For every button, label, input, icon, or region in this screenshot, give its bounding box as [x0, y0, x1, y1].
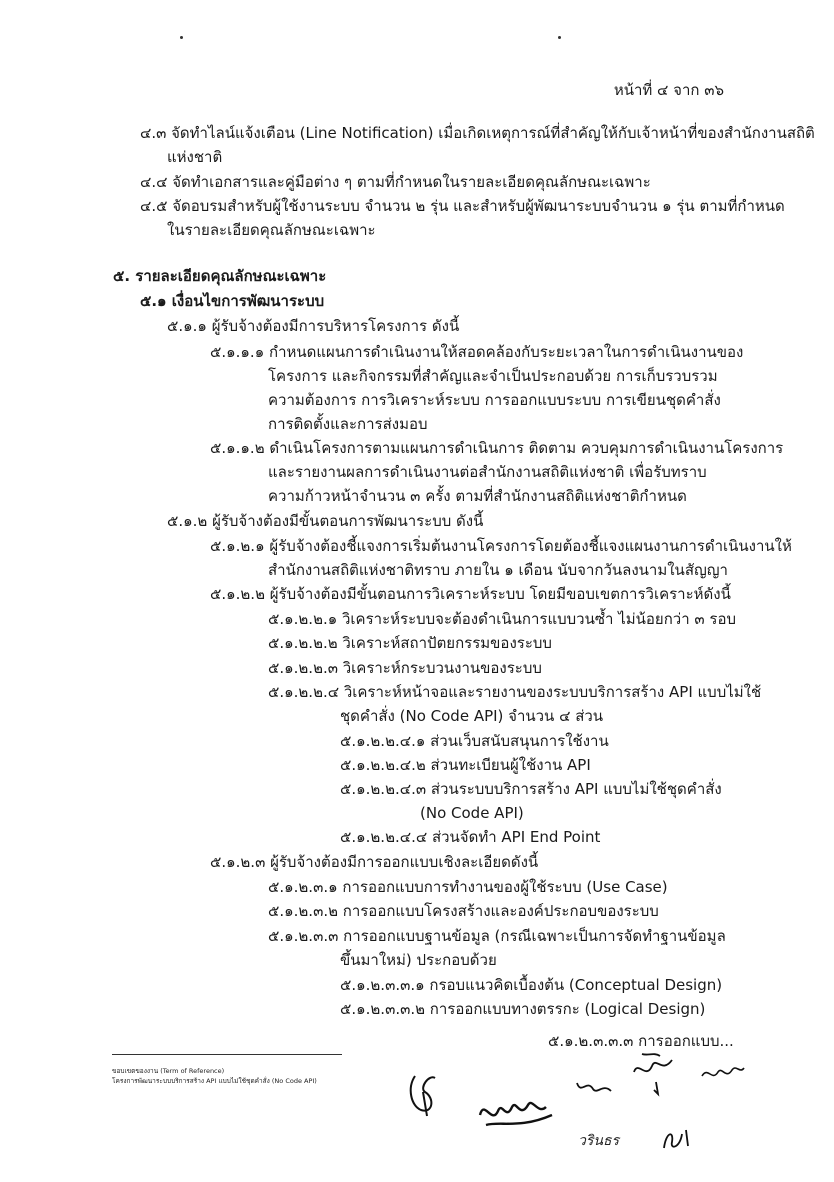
footer-line-1: ขอบเขตของงาน (Term of Reference): [112, 1067, 225, 1075]
item-5-1-2-1: ๕.๑.๒.๑ ผู้รับจ้างต้องชี้แจงการเริ่มต้นงานโครงการโดยต้องชี้แจงแผนงานการดำเนินงานให้: [210, 537, 792, 555]
item-5-1-1-2-cont: ความก้าวหน้าจำนวน ๓ ครั้ง ตามที่สำนักงานสถิติแห่งชาติกำหนด: [268, 487, 687, 505]
section-5-heading: ๕. รายละเอียดคุณลักษณะเฉพาะ: [113, 267, 327, 285]
item-4-3-cont: แห่งชาติ: [167, 148, 223, 166]
item-5-1-2-2: ๕.๑.๒.๒ ผู้รับจ้างต้องมีขั้นตอนการวิเคราะห์ระบบ โดยมีขอบเขตการวิเคราะห์ดังนี้: [210, 585, 731, 603]
item-5-1-2-2-3: ๕.๑.๒.๒.๓ วิเคราะห์กระบวนงานของระบบ: [268, 659, 542, 677]
page-number: หน้าที่ ๔ จาก ๓๖: [613, 81, 724, 99]
item-5-1-2-2-4: ๕.๑.๒.๒.๔ วิเคราะห์หน้าจอและรายงานของระบบบริการสร้าง API แบบไม่ใช้: [268, 683, 762, 701]
item-5-1-2-3-3-2: ๕.๑.๒.๓.๓.๒ การออกแบบทางตรรกะ (Logical Design): [340, 1000, 706, 1018]
item-5-1-2-1-cont: สำนักงานสถิติแห่งชาติทราบ ภายใน ๑ เดือน นับจากวันลงนามในสัญญา: [268, 561, 728, 579]
item-5-1-2-2-4-2: ๕.๑.๒.๒.๔.๒ ส่วนทะเบียนผู้ใช้งาน API: [340, 756, 591, 774]
continuation-note: ๕.๑.๒.๓.๓.๓ การออกแบบ...: [548, 1032, 734, 1050]
footer-rule: [112, 1054, 342, 1055]
item-5-1-2-3-3: ๕.๑.๒.๓.๓ การออกแบบฐานข้อมูล (กรณีเฉพาะเป็นการจัดทำฐานข้อมูล: [268, 927, 726, 945]
item-4-5: ๔.๕ จัดอบรมสำหรับผู้ใช้งานระบบ จำนวน ๒ รุ่น และสำหรับผู้พัฒนาระบบจำนวน ๑ รุ่น ตามที่กำหนด: [140, 197, 785, 215]
item-5-1-1-1: ๕.๑.๑.๑ กำหนดแผนการดำเนินงานให้สอดคล้องกับระยะเวลาในการดำเนินงานของ: [210, 343, 744, 361]
scan-speck: [558, 36, 561, 39]
item-5-1-2-2-4-1: ๕.๑.๒.๒.๔.๑ ส่วนเว็บสนับสนุนการใช้งาน: [340, 732, 609, 750]
item-5-1-1: ๕.๑.๑ ผู้รับจ้างต้องมีการบริหารโครงการ ดังนี้: [167, 317, 460, 335]
signature-1: [405, 1068, 445, 1118]
item-4-3: ๔.๓ จัดทำไลน์แจ้งเตือน (Line Notification) เมื่อเกิดเหตุการณ์ที่สำคัญให้กับเจ้าหน้าที่ของสำนักงานสถิติ: [140, 124, 815, 142]
signature-6: [660, 1124, 694, 1152]
item-5-1-1-1-cont: ความต้องการ การวิเคราะห์ระบบ การออกแบบระบบ การเขียนชุดคำสั่ง: [268, 391, 721, 409]
item-5-1-1-1-cont: โครงการ และกิจกรรมที่สำคัญและจำเป็นประกอบด้วย การเก็บรวบรวม: [268, 367, 718, 385]
scan-speck: [180, 36, 183, 39]
item-5-1-2: ๕.๑.๒ ผู้รับจ้างต้องมีขั้นตอนการพัฒนาระบบ ดังนี้: [167, 512, 484, 530]
signature-5: [700, 1062, 746, 1086]
item-5-1-1-2: ๕.๑.๑.๒ ดำเนินโครงการตามแผนการดำเนินการ ติดตาม ควบคุมการดำเนินงานโครงการ: [210, 439, 784, 457]
item-4-5-cont: ในรายละเอียดคุณลักษณะเฉพาะ: [167, 221, 376, 239]
item-5-1-2-3-3-cont: ขึ้นมาใหม่) ประกอบด้วย: [340, 951, 497, 969]
signature-3: [575, 1075, 615, 1099]
item-5-1-2-3-3-1: ๕.๑.๒.๓.๓.๑ กรอบแนวคิดเบื้องต้น (Conceptual Design): [340, 976, 723, 994]
item-5-1-2-2-4-3: ๕.๑.๒.๒.๔.๓ ส่วนระบบบริการสร้าง API แบบไม่ใช้ชุดคำสั่ง: [340, 780, 722, 798]
item-4-4: ๔.๔ จัดทำเอกสารและคู่มือต่าง ๆ ตามที่กำหนดในรายละเอียดคุณลักษณะเฉพาะ: [140, 173, 651, 191]
item-5-1-2-2-1: ๕.๑.๒.๒.๑ วิเคราะห์ระบบจะต้องดำเนินการแบบวนซ้ำ ไม่น้อยกว่า ๓ รอบ: [268, 610, 737, 628]
item-5-1-2-2-4-4: ๕.๑.๒.๒.๔.๔ ส่วนจัดทำ API End Point: [340, 828, 601, 846]
signature-2: [476, 1085, 556, 1135]
item-5-1-1-2-cont: และรายงานผลการดำเนินงานต่อสำนักงานสถิติแห่งชาติ เพื่อรับทราบ: [268, 463, 707, 481]
signature-4: [630, 1050, 676, 1100]
footer-line-2: โครงการพัฒนาระบบบริการสร้าง API แบบไม่ใช้ชุดคำสั่ง (No Code API): [112, 1077, 317, 1085]
item-5-1-2-3-2: ๕.๑.๒.๓.๒ การออกแบบโครงสร้างและองค์ประกอบของระบบ: [268, 902, 659, 920]
item-5-1-2-2-4-cont: ชุดคำสั่ง (No Code API) จำนวน ๔ ส่วน: [340, 707, 604, 725]
item-5-1-2-3-1: ๕.๑.๒.๓.๑ การออกแบบการทำงานของผู้ใช้ระบบ (Use Case): [268, 878, 668, 896]
section-5-1-heading: ๕.๑ เงื่อนไขการพัฒนาระบบ: [140, 292, 325, 310]
item-5-1-1-1-cont: การติดตั้งและการส่งมอบ: [268, 415, 428, 433]
item-5-1-2-3: ๕.๑.๒.๓ ผู้รับจ้างต้องมีการออกแบบเชิงละเอียดดังนี้: [210, 853, 539, 871]
item-5-1-2-2-4-3-cont: (No Code API): [420, 804, 524, 822]
signature-name-label: วรินธร: [578, 1133, 620, 1149]
item-5-1-2-2-2: ๕.๑.๒.๒.๒ วิเคราะห์สถาปัตยกรรมของระบบ: [268, 634, 552, 652]
